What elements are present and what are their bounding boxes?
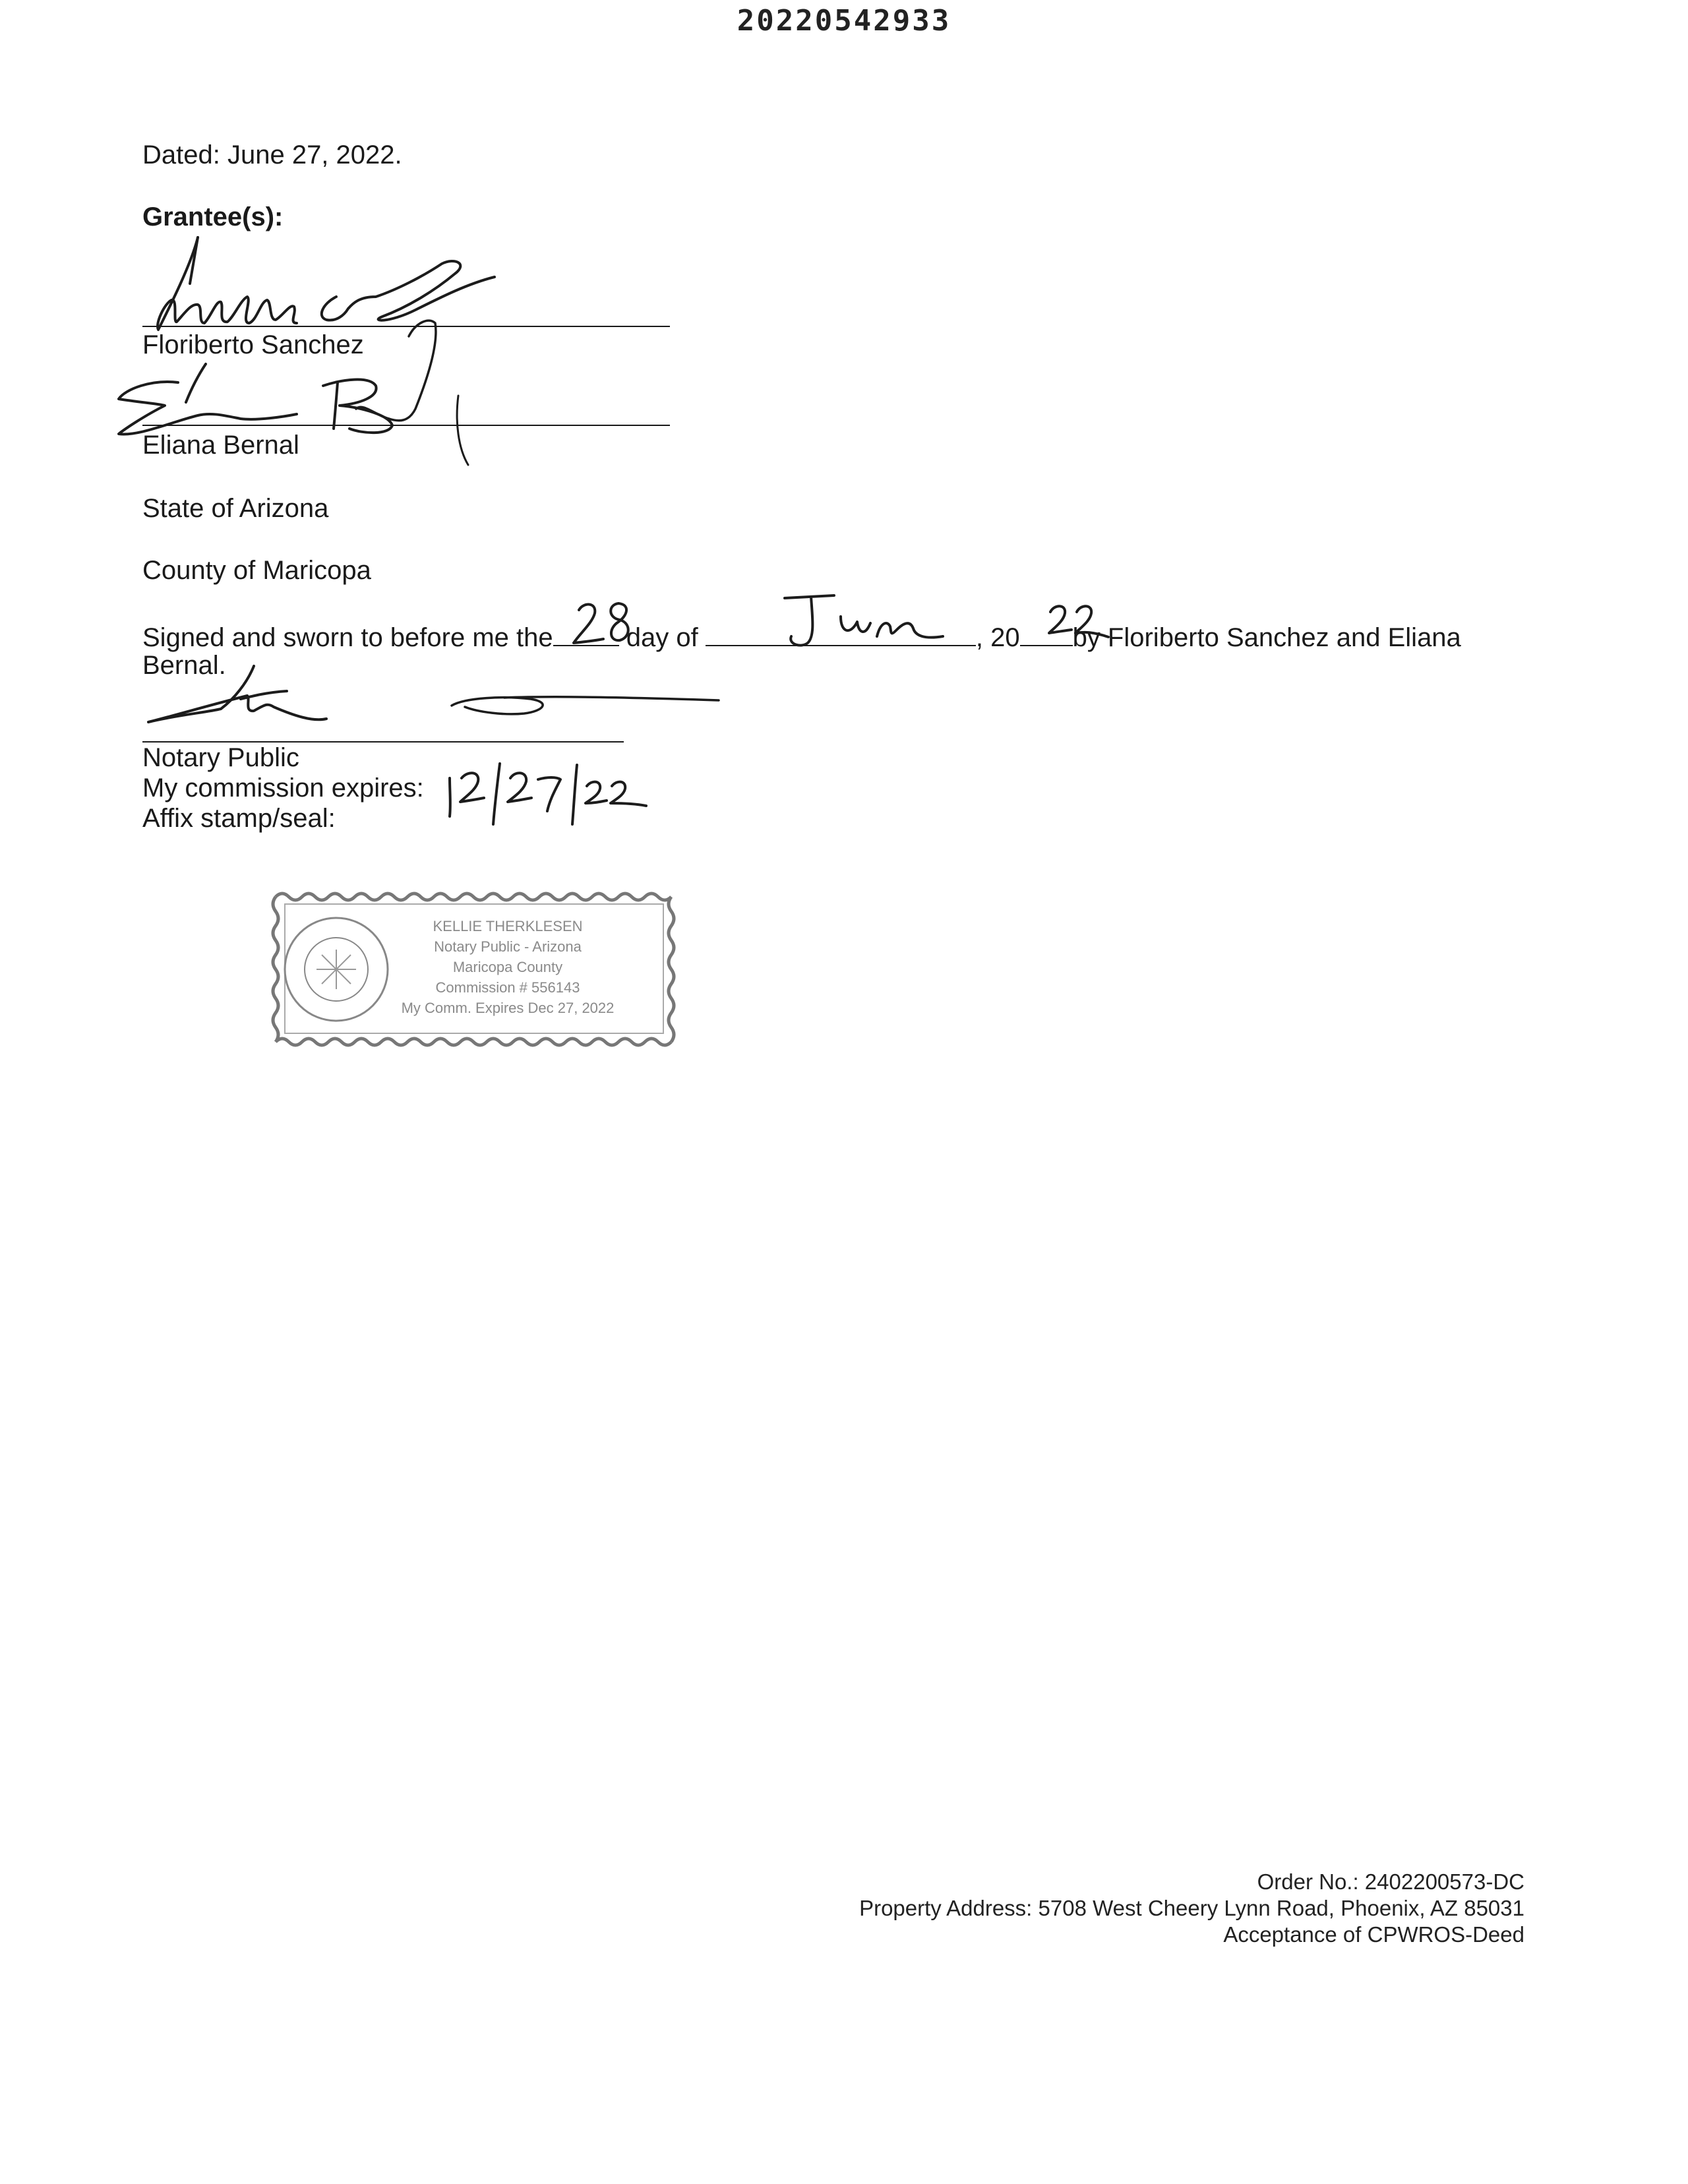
- handwritten-day: [567, 590, 646, 656]
- footer-property-address: Property Address: 5708 West Cheery Lynn Road, Phoenix, AZ 85031: [859, 1896, 1524, 1920]
- stamp-line-5: My Comm. Expires Dec 27, 2022: [401, 1000, 615, 1016]
- handwritten-commission-date: [442, 758, 659, 831]
- stamp-line-1: KELLIE THERKLESEN: [433, 918, 583, 934]
- signer-name-1: Floriberto Sanchez: [142, 330, 364, 359]
- notary-signature: [135, 659, 729, 745]
- stamp-line-3: Maricopa County: [452, 959, 563, 975]
- footer-document-type: Acceptance of CPWROS-Deed: [1223, 1922, 1524, 1947]
- county-line: County of Maricopa: [142, 556, 371, 585]
- handwritten-year: [1045, 593, 1118, 653]
- affix-stamp-label: Affix stamp/seal:: [142, 804, 336, 833]
- commission-expires-label: My commission expires:: [142, 774, 424, 803]
- ack-part2: day of: [626, 623, 698, 652]
- grantee-signatures: [99, 224, 626, 488]
- ack-part4: by Floriberto Sanchez and Eliana: [1072, 623, 1461, 652]
- ack-part1: Signed and sworn to before me the: [142, 623, 553, 652]
- acknowledgment-line-2: Bernal.: [142, 651, 226, 680]
- signer-name-2: Eliana Bernal: [142, 431, 299, 460]
- notary-stamp: [270, 887, 686, 1052]
- ack-part3: , 20: [975, 623, 1020, 652]
- state-line: State of Arizona: [142, 494, 329, 523]
- grantee-heading: Grantee(s):: [142, 202, 284, 231]
- handwritten-month: [778, 590, 976, 656]
- dated-line: Dated: June 27, 2022.: [142, 140, 402, 169]
- stamp-line-4: Commission # 556143: [435, 979, 580, 996]
- record-number: 20220542933: [737, 4, 951, 38]
- notary-public-label: Notary Public: [142, 743, 299, 772]
- stamp-line-2: Notary Public - Arizona: [434, 938, 582, 955]
- footer-order-number: Order No.: 2402200573-DC: [1257, 1869, 1524, 1894]
